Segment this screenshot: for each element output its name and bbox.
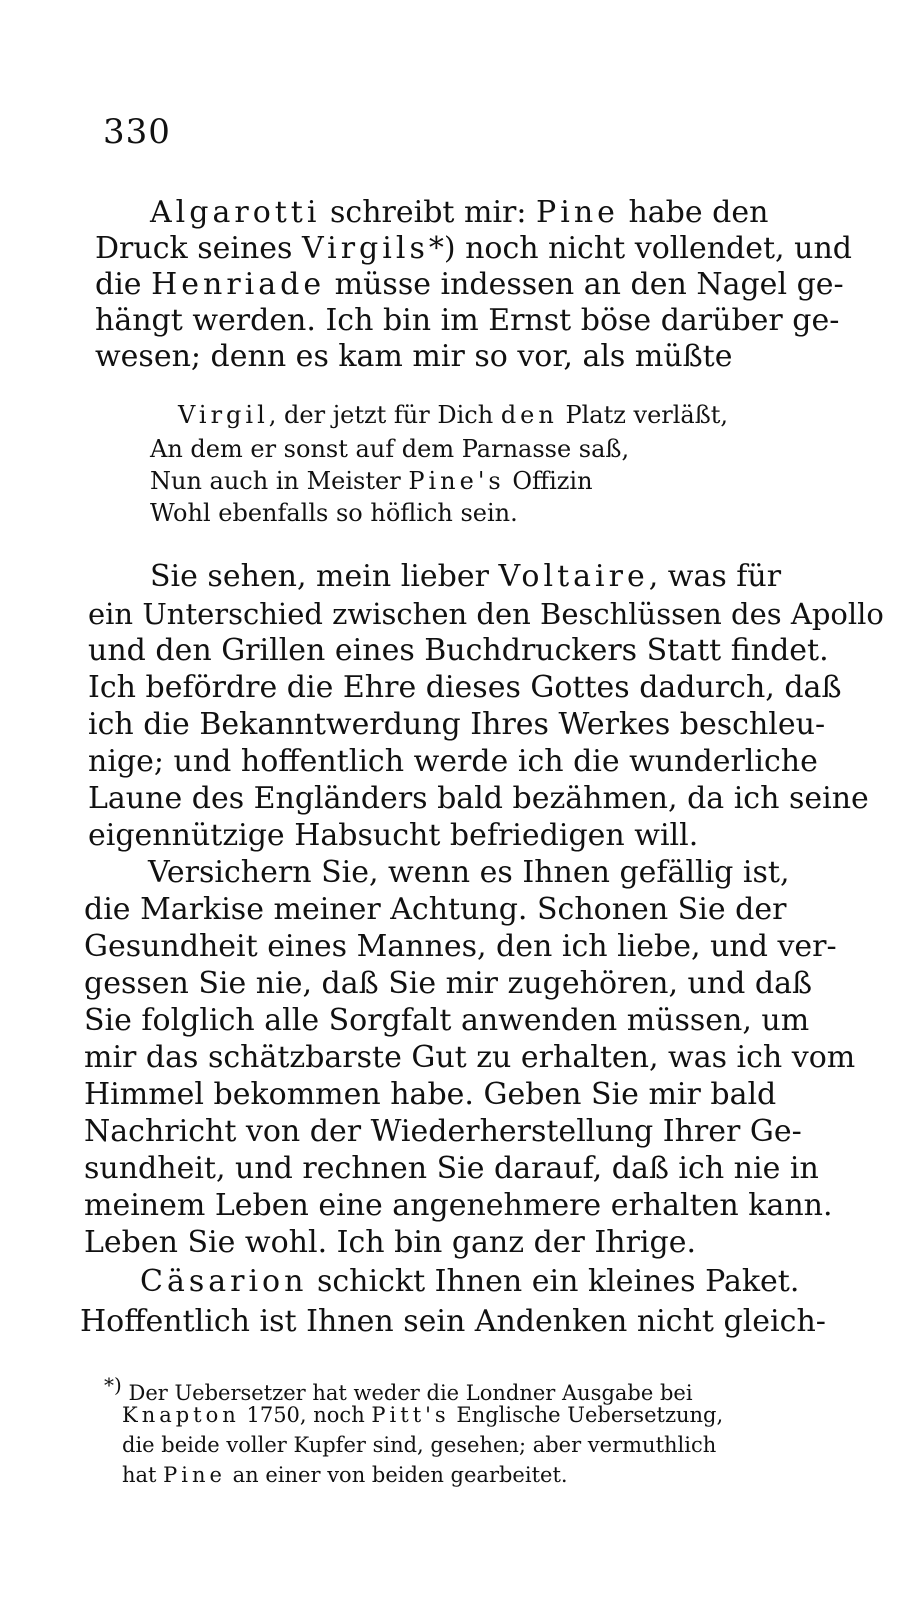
page-number: 330 (103, 112, 171, 152)
text-line: ein Unterschied zwischen den Beschlüssen des Apollo (88, 597, 884, 631)
footnote-line: hat Pine an einer von beiden gearbeitet. (122, 1463, 568, 1487)
footnote-line: Knapton 1750, noch Pitt's Englische Uebersetzung, (122, 1403, 724, 1427)
text-line: Gesundheit eines Mannes, den ich liebe, und ver- (84, 929, 837, 964)
text-line: die Henriade müsse indessen an den Nagel ge- (95, 267, 844, 302)
title-henriade: Henriade (151, 267, 326, 302)
name-pine: Pine (536, 195, 619, 230)
text-line: Druck seines Virgils*) noch nicht vollendet, und (95, 231, 852, 266)
text-line: sundheit, und rechnen Sie darauf, daß ich nie in (84, 1151, 819, 1186)
name-virgil: Virgils (301, 231, 429, 266)
text-line: Nachricht von der Wiederherstellung Ihrer Ge- (84, 1114, 802, 1149)
verse-line: Wohl ebenfalls so höflich sein. (150, 499, 518, 527)
text-line: Algarotti schreibt mir: Pine habe den (150, 195, 769, 230)
text-line: gessen Sie nie, daß Sie mir zugehören, und daß (84, 966, 813, 1001)
text-line: mir das schätzbarste Gut zu erhalten, was ich vom (84, 1040, 856, 1075)
text-line: wesen; denn es kam mir so vor, als müßte (95, 339, 733, 374)
text-line: und den Grillen eines Buchdruckers Statt findet. (88, 633, 829, 668)
verse-line: Nun auch in Meister Pine's Offizin (150, 467, 593, 495)
text-line: Sie sehen, mein lieber Voltaire, was für (150, 559, 782, 594)
footnote-line: *) Der Uebersetzer hat weder die Londner Ausgabe bei (104, 1373, 693, 1405)
text-line: nige; und hoffentlich werde ich die wunderliche (88, 744, 818, 779)
text-line: Leben Sie wohl. Ich bin ganz der Ihrige. (84, 1225, 697, 1260)
text-line: Hoffentlich ist Ihnen sein Andenken nicht gleich- (80, 1304, 826, 1339)
text-line: Versichern Sie, wenn es Ihnen gefällig ist, (148, 855, 790, 890)
footnote-marker: *) (104, 1373, 122, 1397)
text-line: Himmel bekommen habe. Geben Sie mir bald (84, 1077, 777, 1112)
verse-line: Virgil, der jetzt für Dich den Platz verläßt, (178, 401, 729, 429)
text-line: meinem Leben eine angenehmere erhalten kann. (84, 1188, 833, 1223)
text-line: Cäsarion schickt Ihnen ein kleines Paket. (140, 1264, 800, 1299)
footnote-line: die beide voller Kupfer sind, gesehen; aber vermuthlich (122, 1433, 717, 1457)
text-line: ich die Bekanntwerdung Ihres Werkes beschleu- (88, 707, 826, 742)
name-voltaire: Voltaire (498, 559, 649, 594)
text-line: Sie folglich alle Sorgfalt anwenden müssen, um (84, 1003, 810, 1038)
text-line: Laune des Engländers bald bezähmen, da ich seine (88, 781, 869, 816)
text-line: eigennützige Habsucht befriedigen will. (88, 818, 699, 853)
name-caesarion: Cäsarion (140, 1264, 308, 1299)
name-algarotti: Algarotti (150, 195, 321, 230)
verse-line: An dem er sonst auf dem Parnasse saß, (150, 435, 630, 463)
text-line: die Markise meiner Achtung. Schonen Sie der (84, 892, 787, 927)
text-line: Ich befördre die Ehre dieses Gottes dadurch, daß (88, 670, 842, 705)
text-line: hängt werden. Ich bin im Ernst böse darüber ge- (95, 303, 840, 338)
